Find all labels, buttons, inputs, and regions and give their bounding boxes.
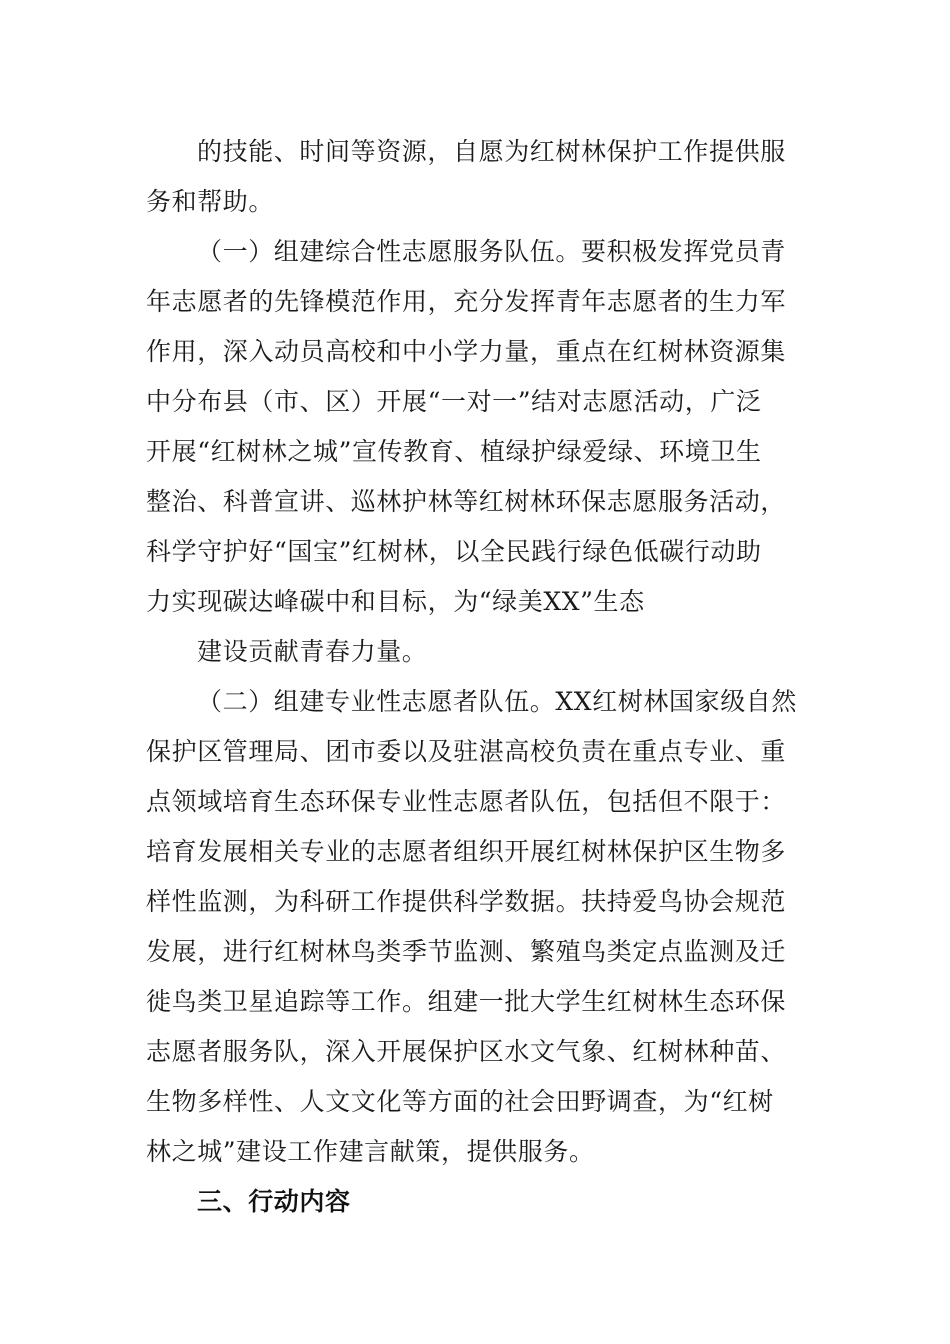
text-line-16: 样性监测，为科研工作提供科学数据。扶持爱鸟协会规范 [146,887,787,916]
text-line-4: 年志愿者的先锋模范作用，充分发挥青年志愿者的生力军 [146,287,787,316]
text-line-21: 林之城”建设工作建言献策，提供服务。 [146,1137,595,1166]
text-line-5: 作用，深入动员高校和中小学力量，重点在红树林资源集 [146,337,787,366]
text-line-12: （二）组建专业性志愿者队伍。XX红树林国家级自然 [197,687,797,716]
text-line-1: 的技能、时间等资源，自愿为红树林保护工作提供服 [197,137,786,166]
text-line-15: 培育发展相关专业的志愿者组织开展红树林保护区生物多 [146,837,787,866]
text-line-10: 力实现碳达峰碳中和目标，为“绿美XX”生态 [146,587,645,616]
text-line-18: 徙鸟类卫星追踪等工作。组建一批大学生红树林生态环保 [146,987,787,1016]
text-line-20: 生物多样性、人文文化等方面的社会田野调查，为“红树 [146,1087,774,1116]
text-line-8: 整治、科普宣讲、巡林护林等红树林环保志愿服务活动， [146,487,787,516]
text-line-11: 建设贡献青春力量。 [197,637,428,666]
text-line-2: 务和帮助。 [146,187,275,216]
text-line-17: 发展，进行红树林鸟类季节监测、繁殖鸟类定点监测及迁 [146,937,787,966]
text-line-13: 保护区管理局、团市委以及驻湛高校负责在重点专业、重 [146,737,787,766]
text-line-6: 中分布县（市、区）开展“一对一”结对志愿活动，广泛 [146,387,762,416]
text-line-9: 科学守护好“国宝”红树林，以全民践行绿色低碳行动助 [146,537,762,566]
text-line-14: 点领域培育生态环保专业性志愿者队伍，包括但不限于： [146,787,787,816]
section-heading: 三、行动内容 [197,1187,351,1216]
text-line-7: 开展“红树林之城”宣传教育、植绿护绿爱绿、环境卫生 [146,437,762,466]
text-line-19: 志愿者服务队，深入开展保护区水文气象、红树林种苗、 [146,1037,787,1066]
text-line-3: （一）组建综合性志愿服务队伍。要积极发挥党员青 [197,237,786,266]
